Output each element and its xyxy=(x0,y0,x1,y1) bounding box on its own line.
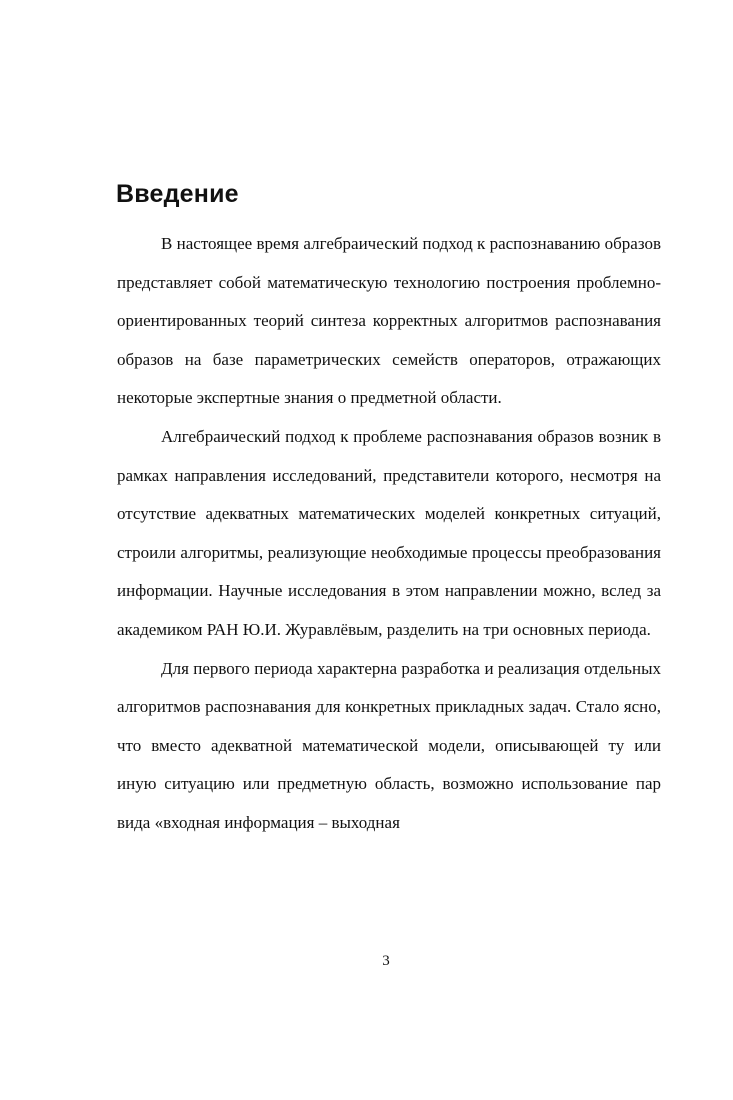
section-heading: Введение xyxy=(116,180,239,208)
paragraph-1: В настоящее время алгебраический подход к распознаванию образов представляет собой математическую технологию построения проблемно-ориентированных теорий синтеза корректных алгоритмов распознавания образов на базе параметрических семейств операторов, отражающих некоторые экспертные знания о предметной области. xyxy=(117,234,661,408)
paragraph-2: Алгебраический подход к проблеме распознавания образов возник в рамках направления исследований, представители которого, несмотря на отсутствие адекватных математических моделей конкретных ситуаций, строили алгоритмы, реализующие необходимые процессы преобразования информации. Научные исследования в этом направлении можно, вслед за академиком РАН Ю.И. Журавлёвым, разделить на три основных периода. xyxy=(117,426,661,639)
page-number: 3 xyxy=(382,953,390,969)
paragraph-3: Для первого периода характерна разработка и реализация отдельных алгоритмов распознавания для конкретных прикладных задач. Стало ясно, что вместо адекватной математической модели, описывающей ту или иную ситуацию или предметную область, возможно использование пар вида «входная информация – выходная xyxy=(117,658,661,832)
body-text xyxy=(117,225,661,843)
